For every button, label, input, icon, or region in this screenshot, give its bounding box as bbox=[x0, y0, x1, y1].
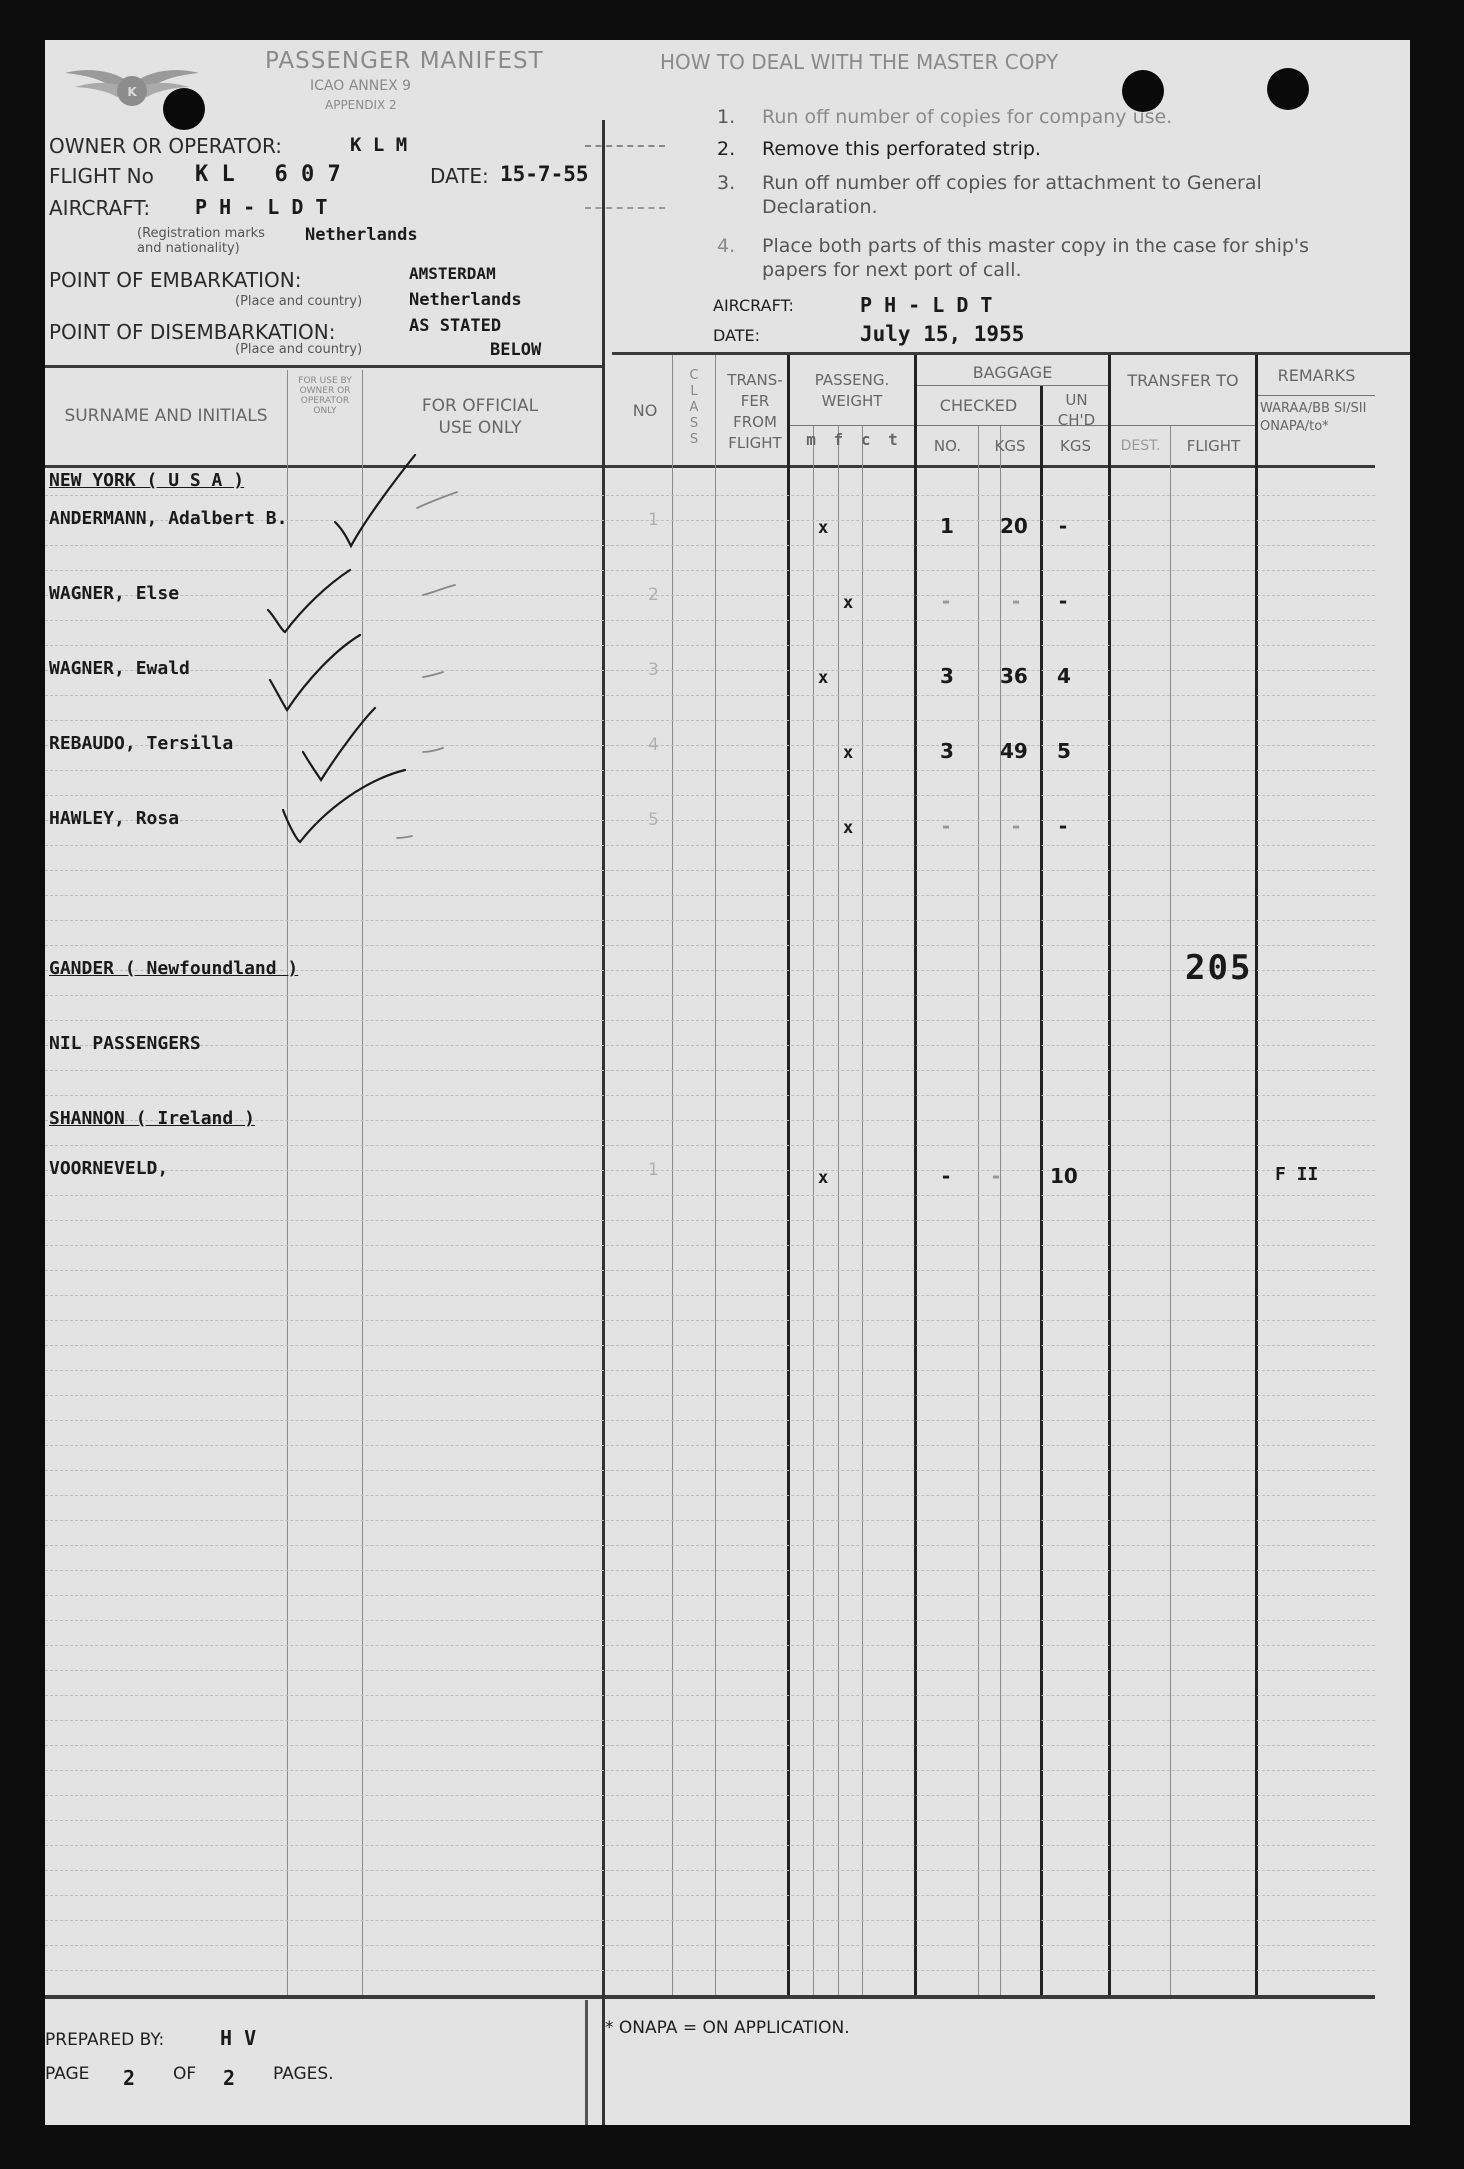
ruled-line bbox=[45, 1895, 1375, 1897]
hdr-for-use: FOR USE BY OWNER OR OPERATOR ONLY bbox=[298, 376, 352, 416]
bag-no-3: 3 bbox=[940, 664, 954, 688]
transfer-subrule bbox=[1111, 425, 1255, 426]
bag-kgs-4: 49 bbox=[1000, 739, 1028, 763]
check-mark-new-york bbox=[335, 455, 415, 546]
annex-label: ICAO ANNEX 9 bbox=[310, 78, 412, 94]
embarkation-label: POINT OF EMBARKATION: bbox=[49, 268, 302, 292]
ruled-line bbox=[45, 1620, 1375, 1622]
weight-mark-voorneveld: x bbox=[818, 1168, 829, 1188]
check-mark-wagner-else bbox=[268, 570, 350, 632]
footer-divider bbox=[585, 2000, 588, 2125]
ruled-line bbox=[45, 1195, 1375, 1197]
ruled-line bbox=[45, 1070, 1375, 1072]
hdr-no: NO bbox=[632, 401, 658, 420]
header-rule-right bbox=[612, 352, 1410, 355]
bag-no-4: 3 bbox=[940, 739, 954, 763]
ruled-line bbox=[45, 1970, 1375, 1972]
ruled-line bbox=[45, 1720, 1375, 1722]
hdr-flight: FLIGHT bbox=[1186, 437, 1241, 455]
col-line-no bbox=[672, 355, 673, 1995]
col-line-weight-f bbox=[838, 425, 839, 1995]
instruction-text-4b: papers for next port of call. bbox=[762, 259, 1022, 281]
ruled-line bbox=[45, 1670, 1375, 1672]
ruled-line bbox=[45, 995, 1375, 997]
row-name-rebaudo: REBAUDO, Tersilla bbox=[49, 733, 234, 754]
aircraft-label: AIRCRAFT: bbox=[49, 196, 151, 220]
ruled-line bbox=[45, 1395, 1375, 1397]
row-name-wagner-else: WAGNER, Else bbox=[49, 583, 180, 604]
onapa-note: * ONAPA = ON APPLICATION. bbox=[605, 2018, 850, 2038]
instruction-text-3b: Declaration. bbox=[762, 196, 878, 218]
hdr-dest: DEST. bbox=[1120, 438, 1161, 454]
flight-label: FLIGHT No bbox=[49, 164, 154, 188]
hdr-passenger-weight: PASSENG. WEIGHT bbox=[814, 371, 890, 410]
instr-date-value: July 15, 1955 bbox=[860, 322, 1025, 346]
form-title: PASSENGER MANIFEST bbox=[265, 48, 544, 74]
table-bottom-rule bbox=[45, 1995, 1375, 1999]
ruled-line bbox=[45, 1420, 1375, 1422]
bag-un-5: - bbox=[1057, 814, 1070, 838]
ruled-line bbox=[45, 1270, 1375, 1272]
of-value: 2 bbox=[223, 2066, 236, 2090]
col-line-bag-no bbox=[978, 425, 979, 1995]
col-line-weight-m bbox=[813, 425, 814, 1995]
hdr-remarks-sub: WARAA/BB SI/SII ONAPA/to* bbox=[1260, 401, 1367, 434]
ruled-line bbox=[45, 1795, 1375, 1797]
ruled-line bbox=[45, 1345, 1375, 1347]
hdr-checked: CHECKED bbox=[939, 396, 1018, 415]
ruled-line bbox=[45, 1870, 1375, 1872]
hdr-class: CLASS bbox=[689, 368, 699, 447]
check-marks bbox=[45, 40, 645, 940]
embarkation-value: AMSTERDAM bbox=[409, 264, 496, 283]
bag-un-1: - bbox=[1057, 514, 1070, 538]
bag-un-voorneveld: 10 bbox=[1050, 1164, 1078, 1188]
manifest-sheet bbox=[45, 40, 1410, 2125]
ruled-line bbox=[45, 1920, 1375, 1922]
dash-marks bbox=[397, 492, 457, 838]
hdr-checked-no: NO. bbox=[933, 437, 962, 455]
check-mark-hawley bbox=[283, 770, 405, 842]
row-name-shannon: SHANNON ( Ireland ) bbox=[49, 1108, 255, 1129]
instruction-num-1: 1. bbox=[717, 106, 736, 128]
instruction-text-2: Remove this perforated strip. bbox=[762, 138, 1041, 160]
pages-label: PAGES. bbox=[273, 2064, 334, 2084]
owner-label: OWNER OR OPERATOR: bbox=[49, 134, 282, 158]
hdr-remarks: REMARKS bbox=[1277, 366, 1356, 385]
baggage-subrule bbox=[917, 385, 1108, 386]
disembarkation-place-note: (Place and country) bbox=[235, 342, 363, 357]
ruled-line bbox=[45, 1945, 1375, 1947]
ruled-line bbox=[45, 1545, 1375, 1547]
ruled-line bbox=[45, 1170, 1375, 1172]
instructions-title: HOW TO DEAL WITH THE MASTER COPY bbox=[660, 50, 1059, 74]
col-line-dest bbox=[1170, 425, 1171, 1995]
ruled-line bbox=[45, 1595, 1375, 1597]
ruled-line bbox=[45, 1220, 1375, 1222]
bag-no-voorneveld: - bbox=[940, 1164, 953, 1188]
instruction-text-4a: Place both parts of this master copy in the case for ship's bbox=[762, 235, 1310, 257]
hdr-checked-kgs: KGS bbox=[994, 437, 1026, 455]
bag-un-3: 4 bbox=[1057, 664, 1071, 688]
col-line-weight-c bbox=[862, 425, 863, 1995]
row-no-4: 4 bbox=[648, 735, 659, 755]
ruled-line bbox=[45, 1495, 1375, 1497]
bag-un-2: - bbox=[1057, 589, 1070, 613]
hdr-official: FOR OFFICIAL USE ONLY bbox=[421, 396, 539, 438]
ruled-line bbox=[45, 1320, 1375, 1322]
svg-text:K: K bbox=[127, 85, 137, 99]
weight-mark-3: x bbox=[818, 668, 829, 688]
hdr-weight-sub: m f c t bbox=[806, 430, 898, 449]
row-name-gander: GANDER ( Newfoundland ) bbox=[49, 958, 299, 979]
ruled-line bbox=[45, 945, 1375, 947]
col-line-transfer bbox=[787, 355, 790, 1995]
stamp-number: 205 bbox=[1185, 948, 1253, 988]
hdr-unchecked-kgs: KGS bbox=[1060, 437, 1091, 455]
weight-mark-2: x bbox=[843, 593, 854, 613]
date-label: DATE: bbox=[430, 164, 489, 188]
ruled-line bbox=[45, 1470, 1375, 1472]
page-label: PAGE bbox=[45, 2064, 90, 2084]
bag-un-4: 5 bbox=[1057, 739, 1071, 763]
bag-kgs-3: 36 bbox=[1000, 664, 1028, 688]
ruled-line bbox=[45, 1845, 1375, 1847]
col-line-unchecked bbox=[1108, 355, 1111, 1995]
remarks-voorneveld: F II bbox=[1275, 1164, 1319, 1185]
instruction-num-4: 4. bbox=[717, 235, 736, 257]
row-name-andermann: ANDERMANN, Adalbert B. bbox=[49, 508, 288, 529]
hdr-transfer-from: TRANS-FER FROM FLIGHT bbox=[727, 371, 783, 452]
appendix-label: APPENDIX 2 bbox=[325, 98, 397, 112]
col-line-weight bbox=[914, 355, 917, 1995]
ruled-line bbox=[45, 1045, 1375, 1047]
instr-aircraft-label: AIRCRAFT: bbox=[713, 296, 794, 315]
prepared-label: PREPARED BY: bbox=[45, 2030, 165, 2050]
row-name-new-york: NEW YORK ( U S A ) bbox=[49, 470, 245, 491]
prepared-value: H V bbox=[220, 2026, 257, 2050]
col-line-remarks bbox=[1255, 355, 1258, 1995]
bag-kgs-voorneveld: - bbox=[990, 1164, 1003, 1188]
ruled-line bbox=[45, 1095, 1375, 1097]
check-mark-wagner-ewald bbox=[270, 635, 360, 710]
embarkation-place-note: (Place and country) bbox=[235, 294, 363, 309]
row-no-1: 1 bbox=[648, 510, 659, 530]
instr-date-label: DATE: bbox=[713, 326, 761, 345]
ruled-line bbox=[45, 1020, 1375, 1022]
bag-no-5: - bbox=[940, 814, 953, 838]
owner-value: K L M bbox=[350, 134, 408, 156]
col-line-bag-kgs bbox=[1000, 425, 1001, 1995]
row-no-3: 3 bbox=[648, 660, 659, 680]
col-line-bag-checked bbox=[1040, 385, 1043, 1995]
bag-kgs-5: - bbox=[1010, 814, 1023, 838]
ruled-line bbox=[45, 1145, 1375, 1147]
hdr-transfer-to: TRANSFER TO bbox=[1127, 371, 1239, 390]
disembarkation-value-2: BELOW bbox=[490, 340, 542, 360]
weight-mark-4: x bbox=[843, 743, 854, 763]
flight-value: K L 6 0 7 bbox=[195, 162, 341, 187]
ruled-line bbox=[45, 1770, 1375, 1772]
instr-aircraft-value: P H - L D T bbox=[860, 293, 993, 317]
embarkation-country: Netherlands bbox=[409, 290, 522, 310]
bag-no-2: - bbox=[940, 589, 953, 613]
row-no-voorneveld: 1 bbox=[648, 1160, 659, 1180]
row-name-wagner-ewald: WAGNER, Ewald bbox=[49, 658, 190, 679]
instruction-num-3: 3. bbox=[717, 172, 736, 194]
check-mark-rebaudo bbox=[303, 708, 375, 780]
remarks-subrule bbox=[1258, 395, 1375, 396]
hdr-unchecked: UN CH'D bbox=[1057, 391, 1096, 429]
instruction-num-2: 2. bbox=[717, 138, 736, 160]
row-no-5: 5 bbox=[648, 810, 659, 830]
hdr-baggage: BAGGAGE bbox=[972, 363, 1053, 382]
row-name-hawley: HAWLEY, Rosa bbox=[49, 808, 180, 829]
check-icon bbox=[268, 455, 415, 842]
instruction-text-3a: Run off number off copies for attachment to General bbox=[762, 172, 1262, 194]
ruled-line bbox=[45, 1695, 1375, 1697]
ruled-line bbox=[45, 1820, 1375, 1822]
instruction-text-1: Run off number of copies for company use. bbox=[762, 106, 1173, 128]
ruled-line bbox=[45, 1645, 1375, 1647]
aircraft-value: P H - L D T bbox=[195, 195, 328, 219]
disembarkation-label: POINT OF DISEMBARKATION: bbox=[49, 320, 336, 344]
registration-note: (Registration marks and nationality) bbox=[137, 226, 265, 256]
col-line-class bbox=[715, 355, 716, 1995]
weight-mark-1: x bbox=[818, 518, 829, 538]
row-name-nil: NIL PASSENGERS bbox=[49, 1033, 201, 1054]
weight-subrule bbox=[790, 425, 914, 426]
nationality-value: Netherlands bbox=[305, 225, 418, 245]
ruled-line bbox=[45, 1445, 1375, 1447]
hdr-surname: SURNAME AND INITIALS bbox=[64, 406, 268, 426]
ruled-line bbox=[45, 1295, 1375, 1297]
ruled-line bbox=[45, 1745, 1375, 1747]
ruled-line bbox=[45, 1570, 1375, 1572]
weight-mark-5: x bbox=[843, 818, 854, 838]
disembarkation-value-1: AS STATED bbox=[409, 316, 502, 336]
of-label: OF bbox=[173, 2064, 197, 2084]
page-value: 2 bbox=[123, 2066, 136, 2090]
ruled-line bbox=[45, 1370, 1375, 1372]
ruled-line bbox=[45, 1245, 1375, 1247]
bag-kgs-2: - bbox=[1010, 589, 1023, 613]
row-no-2: 2 bbox=[648, 585, 659, 605]
bag-no-1: 1 bbox=[940, 514, 954, 538]
row-name-voorneveld: VOORNEVELD, bbox=[49, 1158, 169, 1179]
bag-kgs-1: 20 bbox=[1000, 514, 1028, 538]
date-value: 15-7-55 bbox=[500, 162, 589, 186]
ruled-line bbox=[45, 1520, 1375, 1522]
punch-hole-right-2 bbox=[1267, 68, 1309, 110]
